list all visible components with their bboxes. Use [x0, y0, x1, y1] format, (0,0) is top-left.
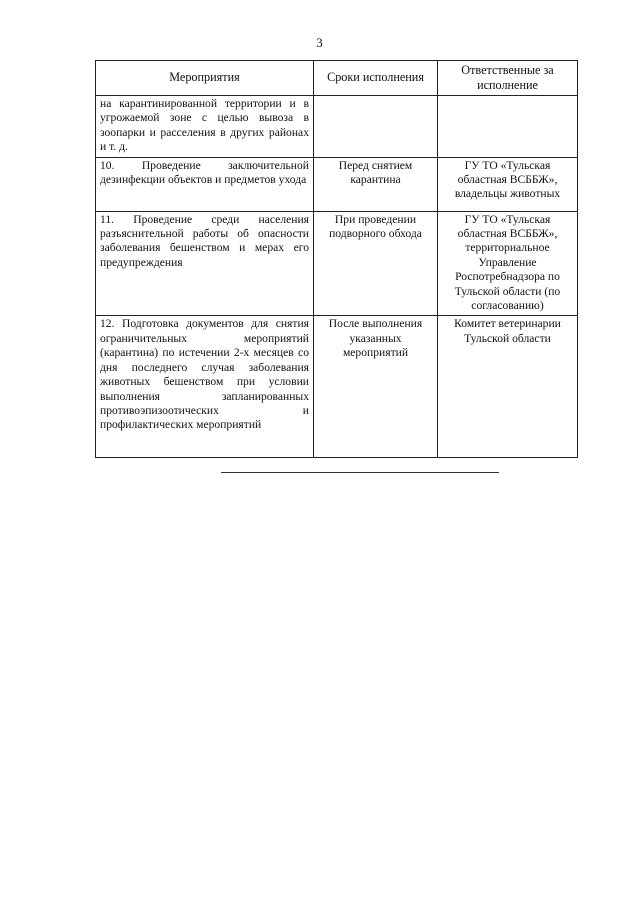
table-row [96, 211, 578, 316]
responsible-cell: ГУ ТО «Тульская областная ВСББЖ», территориальное Управление Роспотребнадзора по Тульской области (по согласованию) [438, 211, 578, 316]
header-responsible: Ответственные за исполнение [438, 61, 578, 96]
deadline-cell: Перед снятием карантина [314, 157, 438, 211]
deadline-cell: После выполнения указанных мероприятий [314, 316, 438, 458]
header-deadlines: Сроки исполнения [314, 61, 438, 96]
deadline-cell [314, 96, 438, 158]
deadline-cell: При проведении подворного обхода [314, 211, 438, 316]
event-cell: на карантинированной территории и в угрожаемой зоне с целью вывоза в зоопарки и расселения в других районах и т. д. [96, 96, 314, 158]
header-events: Мероприятия [96, 61, 314, 96]
table-row [96, 316, 578, 458]
responsible-cell: Комитет ветеринарии Тульской области [438, 316, 578, 458]
table-header-row [96, 61, 578, 96]
footer-rule [221, 472, 499, 473]
measures-table [95, 60, 578, 458]
event-cell: 10. Проведение заключительной дезинфекции объектов и предметов ухода [96, 157, 314, 211]
page-number: 3 [316, 35, 323, 50]
table-row [96, 157, 578, 211]
table-row [96, 96, 578, 158]
responsible-cell [438, 96, 578, 158]
event-cell: 12. Подготовка документов для снятия ограничительных мероприятий (карантина) по истечении 2-х месяцев со дня последнего случая заболевания животных бешенством при условии выполнения запланированных противоэпизоотических и профилактических мероприятий [96, 316, 314, 458]
responsible-cell: ГУ ТО «Тульская областная ВСББЖ», владельцы животных [438, 157, 578, 211]
event-cell: 11. Проведение среди населения разъяснительной работы об опасности заболевания бешенством и мерах его предупреждения [96, 211, 314, 316]
